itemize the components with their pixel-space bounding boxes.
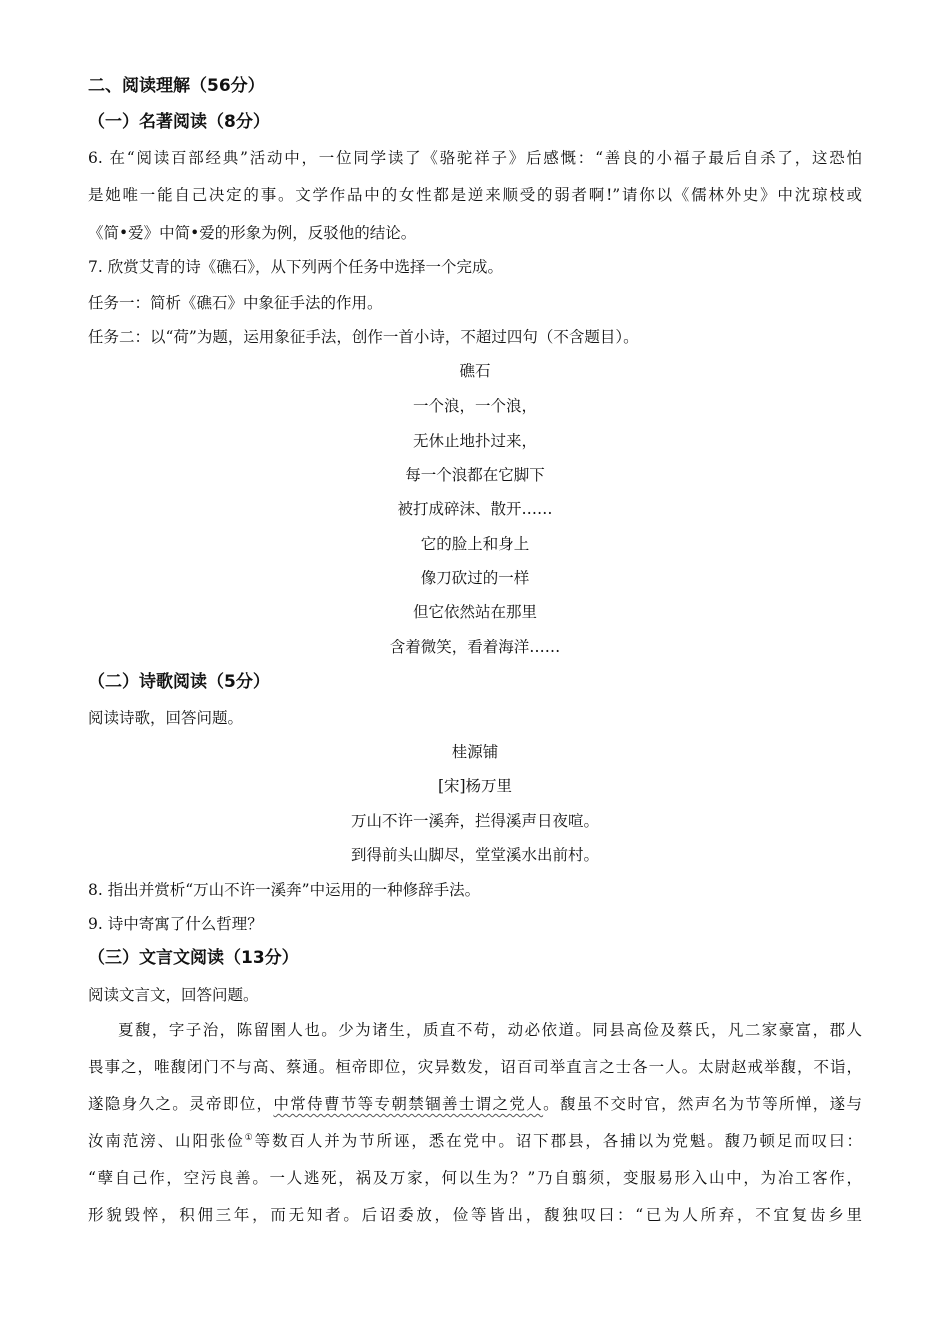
q6-line-1: 6. 在“阅读百部经典”活动中，一位同学读了《骆驼祥子》后感慨：“善良的小福子最后自杀了，这恐怕 <box>88 149 862 167</box>
poem-jiaoshi-line: 无休止地扑过来， <box>412 432 537 450</box>
poem-jiaoshi-line: 但它依然站在那里 <box>412 603 537 621</box>
q9: 9. 诗中寄寓了什么哲理？ <box>88 915 263 933</box>
poem-guiyuanpu-author: [宋]杨万里 <box>437 777 513 795</box>
poem-jiaoshi-line: 像刀砍过的一样 <box>420 569 530 587</box>
q6-line-3: 《简•爱》中简•爱的形象为例，反驳他的结论。 <box>88 224 417 242</box>
q7-task-1: 任务一：简析《礁石》中象征手法的作用。 <box>88 294 383 312</box>
part3-heading: （三）文言文阅读（13分） <box>88 948 299 968</box>
poem-jiaoshi-line: 一个浪，一个浪， <box>412 397 537 415</box>
poem-jiaoshi-line: 它的脸上和身上 <box>420 535 530 553</box>
poem-jiaoshi-line: 被打成碎沫、散开…… <box>397 500 553 518</box>
passage-line-3 <box>88 1094 862 1114</box>
q8: 8. 指出并赏析“万山不许一溪奔”中运用的一种修辞手法。 <box>88 881 481 899</box>
passage-line-3-end: 。馥虽不交时官，然声名为节等所惮，遂与 <box>543 1095 862 1113</box>
poem-jiaoshi-line: 含着微笑，看着海洋…… <box>389 638 561 656</box>
passage-line-6: 形貌毁悴，积佣三年，而无知者。后诏委放，俭等皆出，馥独叹曰：“已为人所弃，不宜复齿乡里 <box>88 1206 862 1224</box>
poem-guiyuanpu-line: 万山不许一溪奔，拦得溪声日夜喧。 <box>350 812 599 830</box>
poem-guiyuanpu-title: 桂源铺 <box>451 743 499 761</box>
poem-guiyuanpu-line: 到得前头山脚尽，堂堂溪水出前村。 <box>350 846 599 864</box>
footnote-marker: ① <box>244 1132 255 1143</box>
passage-line-3-start: 遂隐身久之。灵帝即位， <box>88 1095 274 1113</box>
passage-line-4 <box>88 1131 862 1151</box>
poem-jiaoshi-title: 礁石 <box>459 362 491 380</box>
passage-line-2: 畏事之，唯馥闭门不与高、蔡通。桓帝即位，灾异数发，诏百司举直言之士各一人。太尉赵戒举馥，不诣， <box>88 1058 862 1076</box>
q6-line-2: 是她唯一能自己决定的事。文学作品中的女性都是逆来顺受的弱者啊!”请你以《儒林外史》中沈琼枝或 <box>88 186 862 204</box>
part2-intro: 阅读诗歌，回答问题。 <box>88 709 244 727</box>
q7-line-1: 7. 欣赏艾青的诗《礁石》，从下列两个任务中选择一个完成。 <box>88 258 503 276</box>
poem-jiaoshi-line: 每一个浪都在它脚下 <box>405 466 545 484</box>
part1-heading: （一）名著阅读（8分） <box>88 112 270 132</box>
passage-line-4-start: 汝南范滂、山阳张俭 <box>88 1132 245 1150</box>
q7-task-2: 任务二：以“荷”为题，运用象征手法，创作一首小诗，不超过四句（不含题目）。 <box>88 328 639 346</box>
part2-heading: （二）诗歌阅读（5分） <box>88 672 270 692</box>
wavy-underlined-sentence: 中常侍曹节等专朝禁锢善士谓之党人 <box>273 1095 544 1113</box>
section-title: 二、阅读理解（56分） <box>88 76 265 96</box>
passage-line-5: “孽自己作，空污良善。一人逃死，祸及万家，何以生为？”乃自翦须，变服易形入山中，为冶工客作， <box>88 1169 862 1187</box>
part3-intro: 阅读文言文，回答问题。 <box>88 986 259 1004</box>
passage-line-1: 夏馥，字子治，陈留圉人也。少为诸生，质直不苟，动必依道。同县高俭及蔡氏，凡二家豪富，郡人 <box>118 1021 862 1039</box>
passage-line-4-end: 等数百人并为节所诬，悉在党中。诏下郡县，各捕以为党魁。馥乃顿足而叹曰： <box>254 1132 862 1150</box>
